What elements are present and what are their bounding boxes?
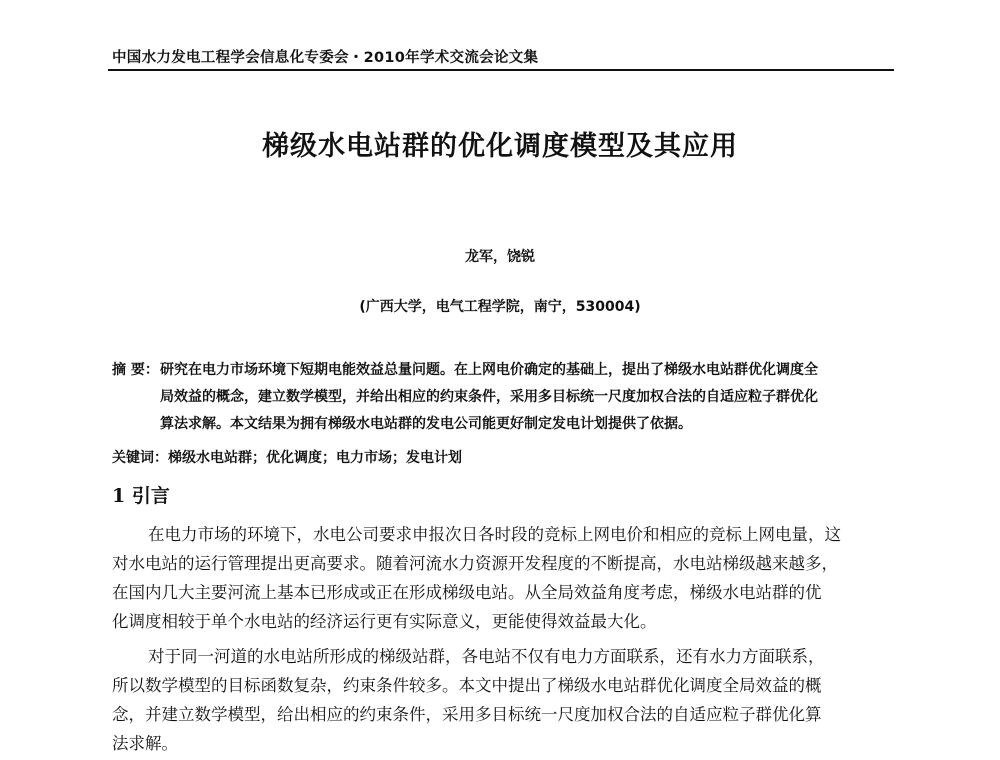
paragraph-line: 对于同一河道的水电站所形成的梯级站群，各电站不仅有电力方面联系，还有水力方面联系， [148, 647, 825, 666]
paragraph-line: 在电力市场的环境下，水电公司要求申报次日各时段的竞标上网电价和相应的竞标上网电量，这 [148, 525, 841, 544]
header-rule [108, 69, 894, 71]
abstract-line: 算法求解。本文结果为拥有梯级水电站群的发电公司能更好制定发电计划提供了依据。 [160, 416, 692, 432]
paragraph-line: 念，并建立数学模型，给出相应的约束条件，采用多目标统一尺度加权合法的自适应粒子群优化算 [112, 705, 822, 724]
running-header: 中国水力发电工程学会信息化专委会・2010年学术交流会论文集 [112, 50, 539, 66]
section-heading: 1 引言 [112, 485, 170, 507]
keywords-label: 关键词： [112, 450, 168, 466]
abstract-line: 研究在电力市场环境下短期电能效益总量问题。在上网电价确定的基础上，提出了梯级水电站群优化调度全 [160, 362, 818, 378]
abstract-body [160, 357, 898, 438]
paragraph-line: 对水电站的运行管理提出更高要求。随着河流水力资源开发程度的不断提高，水电站梯级越来越多， [112, 554, 838, 573]
paragraph-line: 在国内几大主要河流上基本已形成或正在形成梯级电站。从全局效益角度考虑，梯级水电站群的优 [112, 583, 822, 602]
abstract-line: 局效益的概念，建立数学模型，并给出相应的约束条件，采用多目标统一尺度加权合法的自适应粒子群优化 [160, 389, 818, 405]
keywords-text: 梯级水电站群；优化调度；电力市场；发电计划 [168, 450, 462, 466]
paragraph-line: 所以数学模型的目标函数复杂，约束条件较多。本文中提出了梯级水电站群优化调度全局效益的概 [112, 676, 822, 695]
paragraph-line: 法求解。 [112, 734, 178, 753]
abstract-label: 摘 要： [112, 362, 159, 378]
affiliation: (广西大学，电气工程学院，南宁，530004) [359, 299, 641, 315]
body-paragraph [112, 642, 898, 758]
paragraph-line: 化调度相较于单个水电站的经济运行更有实际意义，更能使得效益最大化。 [112, 612, 657, 631]
authors: 龙军，饶锐 [465, 249, 535, 265]
keywords [112, 447, 462, 467]
paper-title: 梯级水电站群的优化调度模型及其应用 [262, 131, 738, 162]
body-paragraph [112, 520, 898, 636]
